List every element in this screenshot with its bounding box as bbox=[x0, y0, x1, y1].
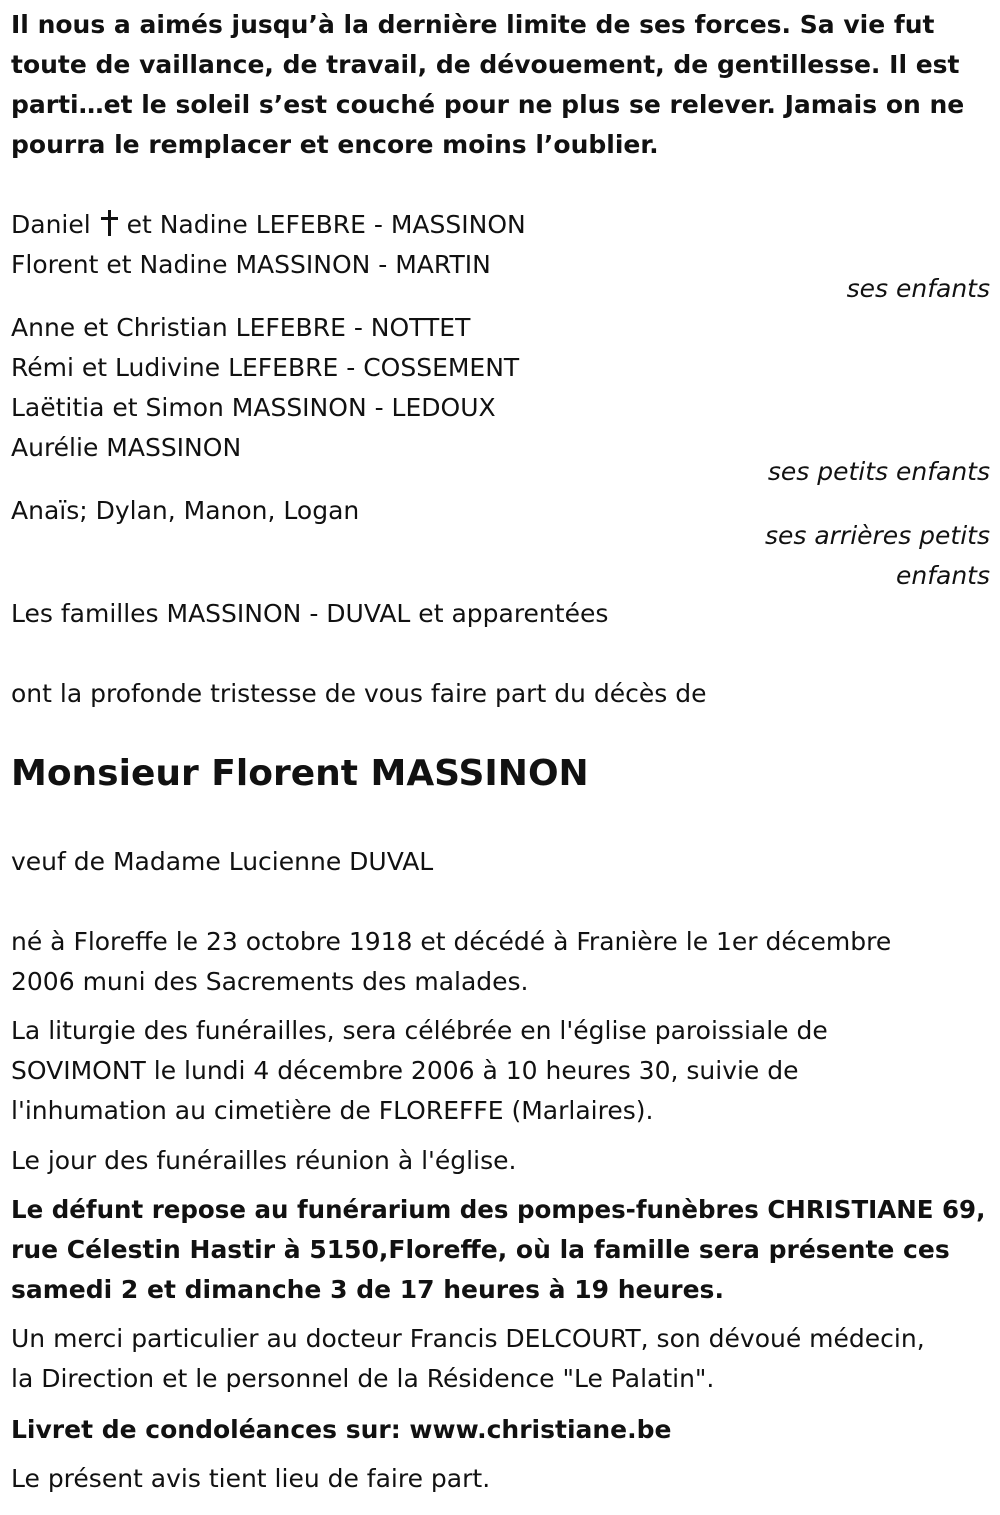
grandchildren-list bbox=[11, 308, 990, 468]
birth-death-line: 2006 muni des Sacrements des malades. bbox=[11, 967, 529, 996]
liturgy bbox=[11, 1011, 990, 1131]
child-line: Florent et Nadine MASSINON - MARTIN bbox=[11, 250, 491, 279]
epitaph-line: pourra le remplacer et encore moins l’oublier. bbox=[11, 130, 659, 159]
spouse: veuf de Madame Lucienne DUVAL bbox=[11, 847, 434, 876]
great-grandchild-line: Anaïs; Dylan, Manon, Logan bbox=[11, 496, 360, 525]
birth-death bbox=[11, 922, 990, 1002]
announcement: ont la profonde tristesse de vous faire part du décès de bbox=[11, 679, 707, 708]
epitaph-line: toute de vaillance, de travail, de dévouement, de gentillesse. Il est bbox=[11, 50, 960, 79]
thanks-line: Un merci particulier au docteur Francis DELCOURT, son dévoué médecin, bbox=[11, 1324, 925, 1353]
liturgy-line: SOVIMONT le lundi 4 décembre 2006 à 10 heures 30, suivie de bbox=[11, 1056, 799, 1085]
child-name-rest: et Nadine LEFEBRE - MASSINON bbox=[126, 210, 526, 239]
cross-icon bbox=[101, 210, 117, 236]
condolences: Livret de condoléances sur: www.christiane.be bbox=[11, 1415, 672, 1444]
closing: Le présent avis tient lieu de faire part. bbox=[11, 1464, 491, 1493]
role-children: ses enfants bbox=[846, 274, 990, 303]
child-line bbox=[11, 205, 990, 245]
deceased-name: Monsieur Florent MASSINON bbox=[11, 753, 589, 794]
grandchild-line: Rémi et Ludivine LEFEBRE - COSSEMENT bbox=[11, 353, 520, 382]
role-grandchildren: ses petits enfants bbox=[767, 457, 990, 486]
child-name: Daniel bbox=[11, 210, 91, 239]
epitaph bbox=[11, 5, 990, 165]
grandchild-line: Laëtitia et Simon MASSINON - LEDOUX bbox=[11, 393, 496, 422]
role-line: enfants bbox=[895, 561, 990, 590]
funeral-home-line: Le défunt repose au funérarium des pompes-funèbres CHRISTIANE 69, bbox=[11, 1195, 986, 1224]
funeral-home-line: rue Célestin Hastir à 5150,Floreffe, où la famille sera présente ces bbox=[11, 1235, 950, 1264]
thanks bbox=[11, 1319, 990, 1399]
liturgy-line: La liturgie des funérailles, sera célébrée en l'église paroissiale de bbox=[11, 1016, 828, 1045]
funeral-home-line: samedi 2 et dimanche 3 de 17 heures à 19 heures. bbox=[11, 1275, 724, 1304]
liturgy-line: l'inhumation au cimetière de FLOREFFE (Marlaires). bbox=[11, 1096, 654, 1125]
epitaph-line: Il nous a aimés jusqu’à la dernière limite de ses forces. Sa vie fut bbox=[11, 10, 935, 39]
grandchild-line: Anne et Christian LEFEBRE - NOTTET bbox=[11, 313, 471, 342]
funeral-home bbox=[11, 1190, 990, 1310]
grandchild-line: Aurélie MASSINON bbox=[11, 433, 242, 462]
birth-death-line: né à Floreffe le 23 octobre 1918 et décédé à Franière le 1er décembre bbox=[11, 927, 892, 956]
children-list bbox=[11, 205, 990, 285]
role-line: ses arrières petits bbox=[764, 521, 990, 550]
role-great-grandchildren bbox=[765, 516, 990, 596]
gathering: Le jour des funérailles réunion à l'église. bbox=[11, 1146, 517, 1175]
thanks-line: la Direction et le personnel de la Résidence "Le Palatin". bbox=[11, 1364, 715, 1393]
families: Les familles MASSINON - DUVAL et apparentées bbox=[11, 599, 609, 628]
epitaph-line: parti…et le soleil s’est couché pour ne plus se relever. Jamais on ne bbox=[11, 90, 965, 119]
